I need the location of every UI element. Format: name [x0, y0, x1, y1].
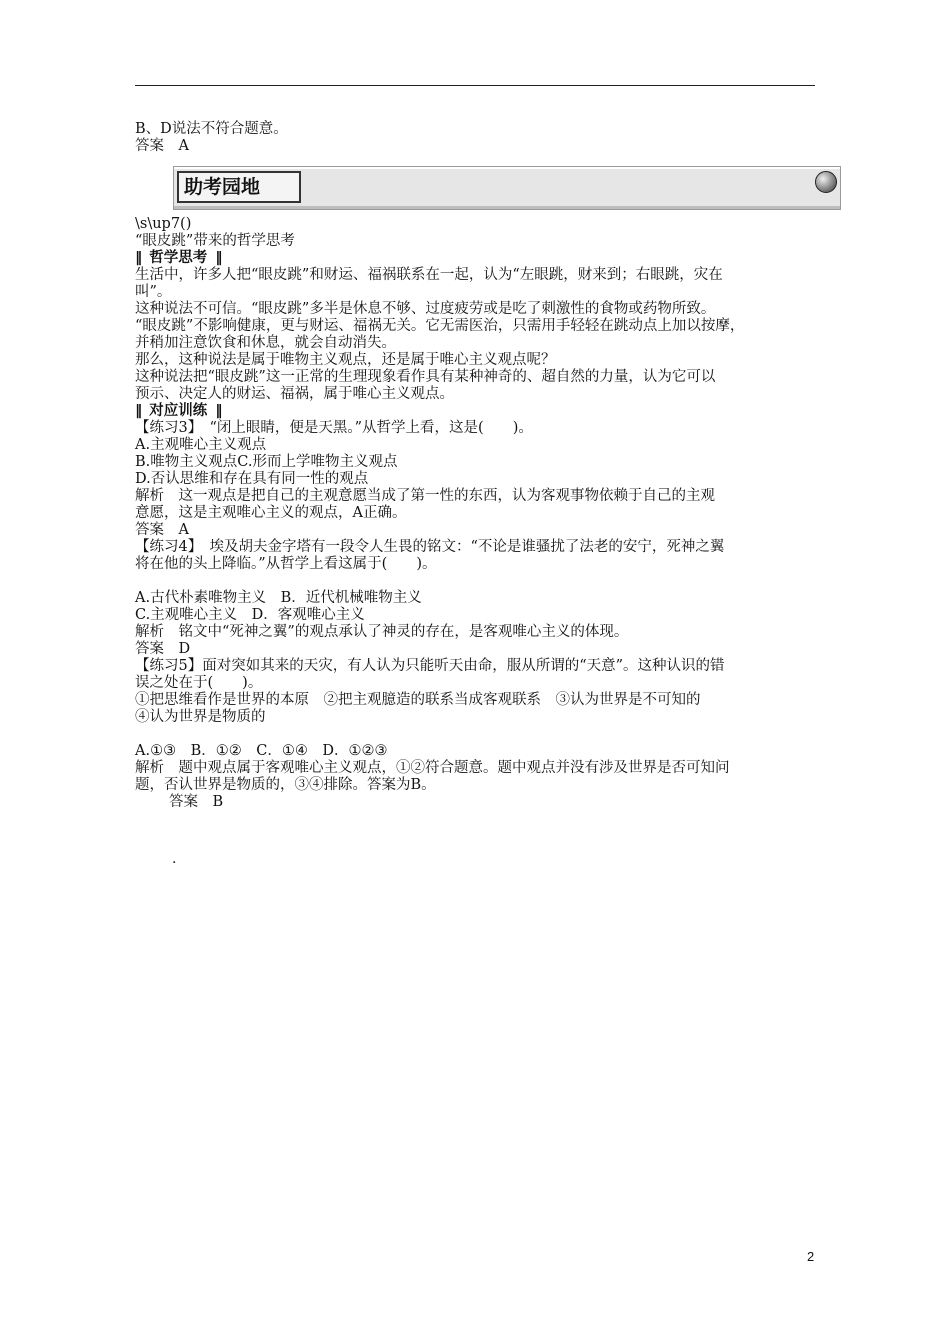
text-line: 预示、决定人的财运、福祸，属于唯心主义观点。	[135, 386, 454, 402]
exercise-line: A.主观唯心主义观点	[135, 437, 267, 453]
text-line: 生活中，许多人把“眼皮跳”和财运、福祸联系在一起，认为“左眼跳，财来到；右眼跳，灾在	[135, 267, 723, 283]
exercise-line: A.①③ B．①② C．①④ D．①②③	[135, 743, 388, 759]
exercise-line: 解析 铭文中“死神之翼”的观点承认了神灵的存在，是客观唯心主义的体现。	[135, 624, 629, 640]
blank-line	[135, 726, 820, 743]
exercise-line: 【练习3】 “闭上眼睛，便是天黑。”从哲学上看，这是( )。	[135, 420, 533, 436]
banner-tab	[177, 171, 301, 203]
section-title: “眼皮跳”带来的哲学思考	[135, 233, 295, 249]
heading-philosophy	[135, 250, 820, 267]
exercise-line: D.否认思维和存在具有同一性的观点	[135, 471, 369, 487]
exercise-line: A.古代朴素唯物主义 B．近代机械唯物主义	[135, 590, 422, 606]
exercise-line: 误之处在于( )。	[135, 675, 263, 691]
page-content	[135, 121, 820, 811]
exercise-line: 答案 A	[135, 522, 189, 538]
exercise-line: 答案 D	[135, 641, 191, 657]
text-line: 并稍加注意饮食和休息，就会自动消失。	[135, 335, 396, 351]
final-answer: 答案 B	[169, 794, 224, 810]
heading-training	[135, 403, 820, 420]
text-line: “眼皮跳”不影响健康，更与财运、福祸无关。它无需医治，只需用手轻轻在跳动点上加以按摩，	[135, 318, 745, 334]
exercise-line: 【练习4】 埃及胡夫金字塔有一段令人生畏的铭文：“不论是谁骚扰了法老的安宁，死神之翼	[135, 539, 725, 555]
section-code: \s\up7()	[135, 216, 192, 232]
blank-line	[135, 573, 820, 590]
text-line: 叫”。	[135, 284, 172, 300]
heading-bar-left: ‖	[135, 403, 142, 419]
heading-bar-left: ‖	[135, 250, 142, 266]
banner-title: 助考园地	[184, 175, 261, 198]
exercise-line: ①把思维看作是世界的本原 ②把主观臆造的联系当成客观联系 ③认为世界是不可知的	[135, 692, 701, 708]
page-number: 2	[807, 1249, 815, 1264]
text-line: 这种说法把“眼皮跳”这一正常的生理现象看作具有某种神奇的、超自然的力量，认为它可以	[135, 369, 716, 385]
text-line: 那么，这种说法是属于唯物主义观点，还是属于唯心主义观点呢？	[135, 352, 556, 368]
heading-text: 哲学思考	[149, 250, 208, 266]
exercise-line: ④认为世界是物质的	[135, 709, 266, 725]
exercise-line: 题，否认世界是物质的，③④排除。答案为B。	[135, 777, 436, 793]
stray-dot: .	[172, 851, 177, 867]
banner-circle-icon	[815, 171, 837, 193]
exercise-line: 解析 题中观点属于客观唯心主义观点，①②符合题意。题中观点并没有涉及世界是否可知问	[135, 760, 730, 776]
text-line: 这种说法不可信。“眼皮跳”多半是休息不够、过度疲劳或是吃了刺激性的食物或药物所致。	[135, 301, 716, 317]
exercise-line: 解析 这一观点是把自己的主观意愿当成了第一性的东西，认为客观事物依赖于自己的主观	[135, 488, 715, 504]
exercise-line: 【练习5】面对突如其来的天灾，有人认为只能听天由命，服从所谓的“天意”。这种认识的错	[135, 658, 725, 674]
heading-text: 对应训练	[149, 403, 208, 419]
text-line: 答案 A	[135, 138, 189, 154]
header-rule	[135, 85, 815, 86]
exercise-line: 将在他的头上降临。”从哲学上看这属于( )。	[135, 556, 437, 572]
heading-bar-right: ‖	[215, 403, 222, 419]
exercise-line: 意愿，这是主观唯心主义的观点，A正确。	[135, 505, 407, 521]
exercise-line: B.唯物主义观点C.形而上学唯物主义观点	[135, 454, 398, 470]
exercise-line: C.主观唯心主义 D．客观唯心主义	[135, 607, 365, 623]
section-banner	[173, 166, 841, 210]
text-line: B、D说法不符合题意。	[135, 121, 288, 137]
heading-bar-right: ‖	[215, 250, 222, 266]
